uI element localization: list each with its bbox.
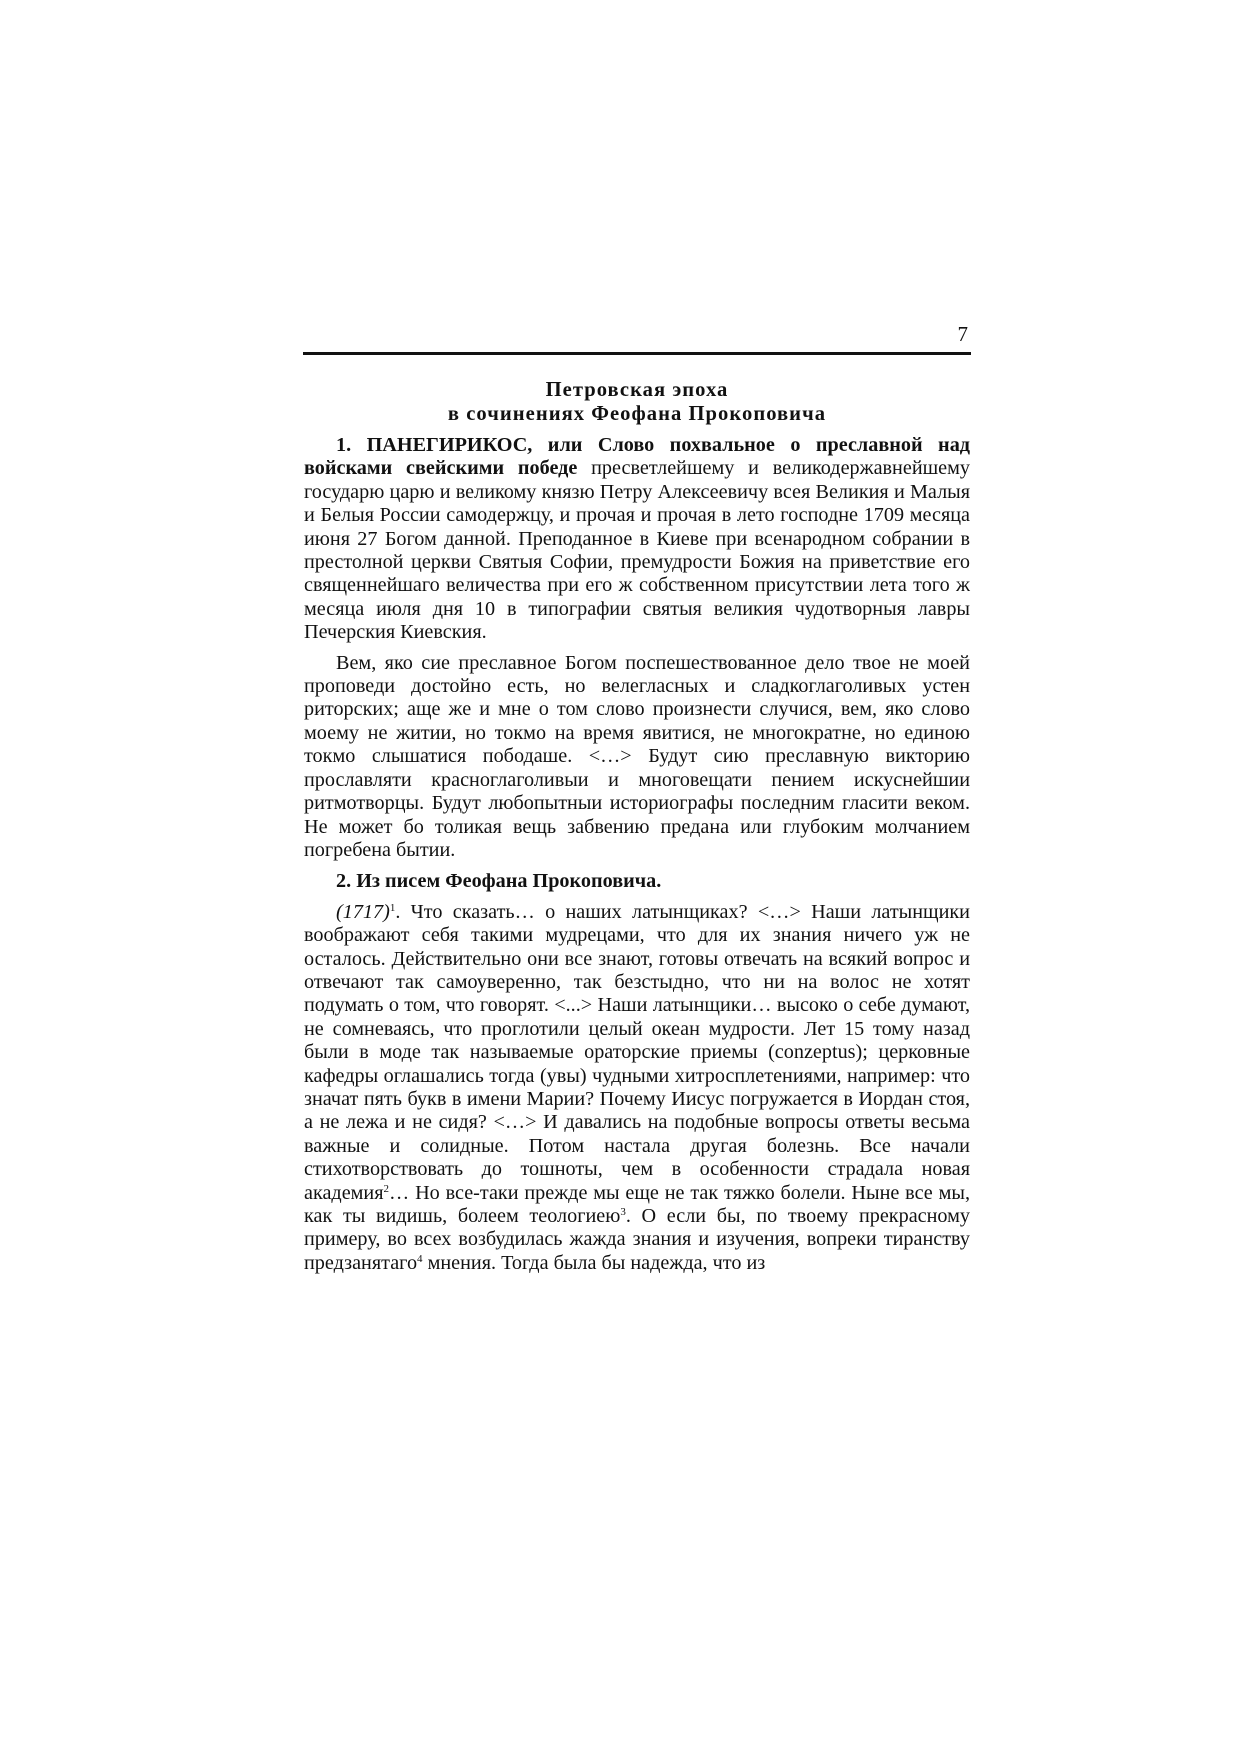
footnote-marker-2: 2 xyxy=(383,1182,390,1195)
footnote-marker-4: 4 xyxy=(417,1252,423,1265)
chapter-title-line-1: Петровская эпоха xyxy=(545,379,729,401)
header-rule xyxy=(303,352,971,355)
section-1-heading: 1. ПАНЕГИРИКОС, или Слово похвальное о преславной над войсками свейскими победе xyxy=(304,434,970,480)
section-1-heading-description: пресветлейшему и великодержавнейшему государю царю и великому князю Петру Алексеевичу всея Великия и Малыя и Белыя России самодержцу, и прочая и прочая в лето господне 1709 месяца июня 27 Богом данной. Преподанное в Киеве при всенародном собрании в престолной церкви Святыя Софии, премудрости Божия на приветствие его священнейшаго величества при его ж собственном присутствии лета того ж месяца июля дня 10 в типографии святыя великия чудотворныя лавры Печерския Киевския. xyxy=(304,457,970,644)
letter-text-part-3: . О если бы, по твоему прекрасному примеру, во всех возбудилась жажда знания и изучения, вопреки тиранству предзанятаго xyxy=(304,1205,971,1274)
section-1-heading-paragraph xyxy=(304,434,970,645)
chapter-title xyxy=(304,379,970,426)
footnote-marker-1: 1 xyxy=(389,901,396,914)
letter-year: (1717) xyxy=(336,900,390,923)
footnote-marker-3: 3 xyxy=(620,1206,626,1218)
section-1-quote-paragraph: Вем, яко сие преславное Богом поспешествованное дело твое не моей проповеди достойно есть, но велегласных и сладкоглаголивых устен риторских; аще же и мне о том слово произнести случися, вем, яко слово моему не житии, но токмо на время явитися, не многократне, но единою токмо слышатися пободаше. <…> Будут сию преславную викторию прославляти красноглаголивыи и многовещати пением искуснейшии ритмотворцы. Будут любопытныи историографы последним гласити веком. Не может бо толикая вещь забвению предана или глубоким молчанием погребена бытии. xyxy=(304,651,970,861)
chapter-title-line-2: в сочинениях Феофана Прокоповича xyxy=(447,402,827,425)
letter-text-part-2: … Но все-таки прежде мы еще не так тяжко болели. Ныне все мы, как ты видишь, болеем теологиею xyxy=(304,1181,970,1227)
section-2-heading: 2. Из писем Феофана Прокоповича. xyxy=(336,870,662,893)
page-number: 7 xyxy=(957,322,968,346)
letter-text-part-1: . Что сказать… о наших латынщиках? <…> Наши латынщики воображают себя такими мудрецами, что для их знания ничего уж не осталось. Действительно они все знают, готовы отвечать на всякий вопрос и отвечают так самоуверенно, так безстыдно, что ни на волос не хотят подумать о том, что говорят. <...> Наши латынщики… высоко о себе думают, не сомневаясь, что проглотили целый океан мудрости. Лет 15 тому назад были в моде так называемые ораторские приемы (conzeptus); церковные кафедры оглашались тогда (увы) чудными хитросплетениями, например: что значат пять букв в имени Марии? Почему Иисус погружается в Иордан стоя, а не лежа и не сидя? <…> И давались на подобные вопросы ответы весьма важные и солидные. Потом настала другая болезнь. Все начали стихотворствовать до тошноты, чем в особенности страдала новая академия xyxy=(304,900,970,1204)
letter-text-part-4: мнения. Тогда была бы надежда, что из xyxy=(422,1251,766,1274)
section-2-letter-paragraph xyxy=(304,901,970,1276)
page-body xyxy=(304,379,970,1275)
